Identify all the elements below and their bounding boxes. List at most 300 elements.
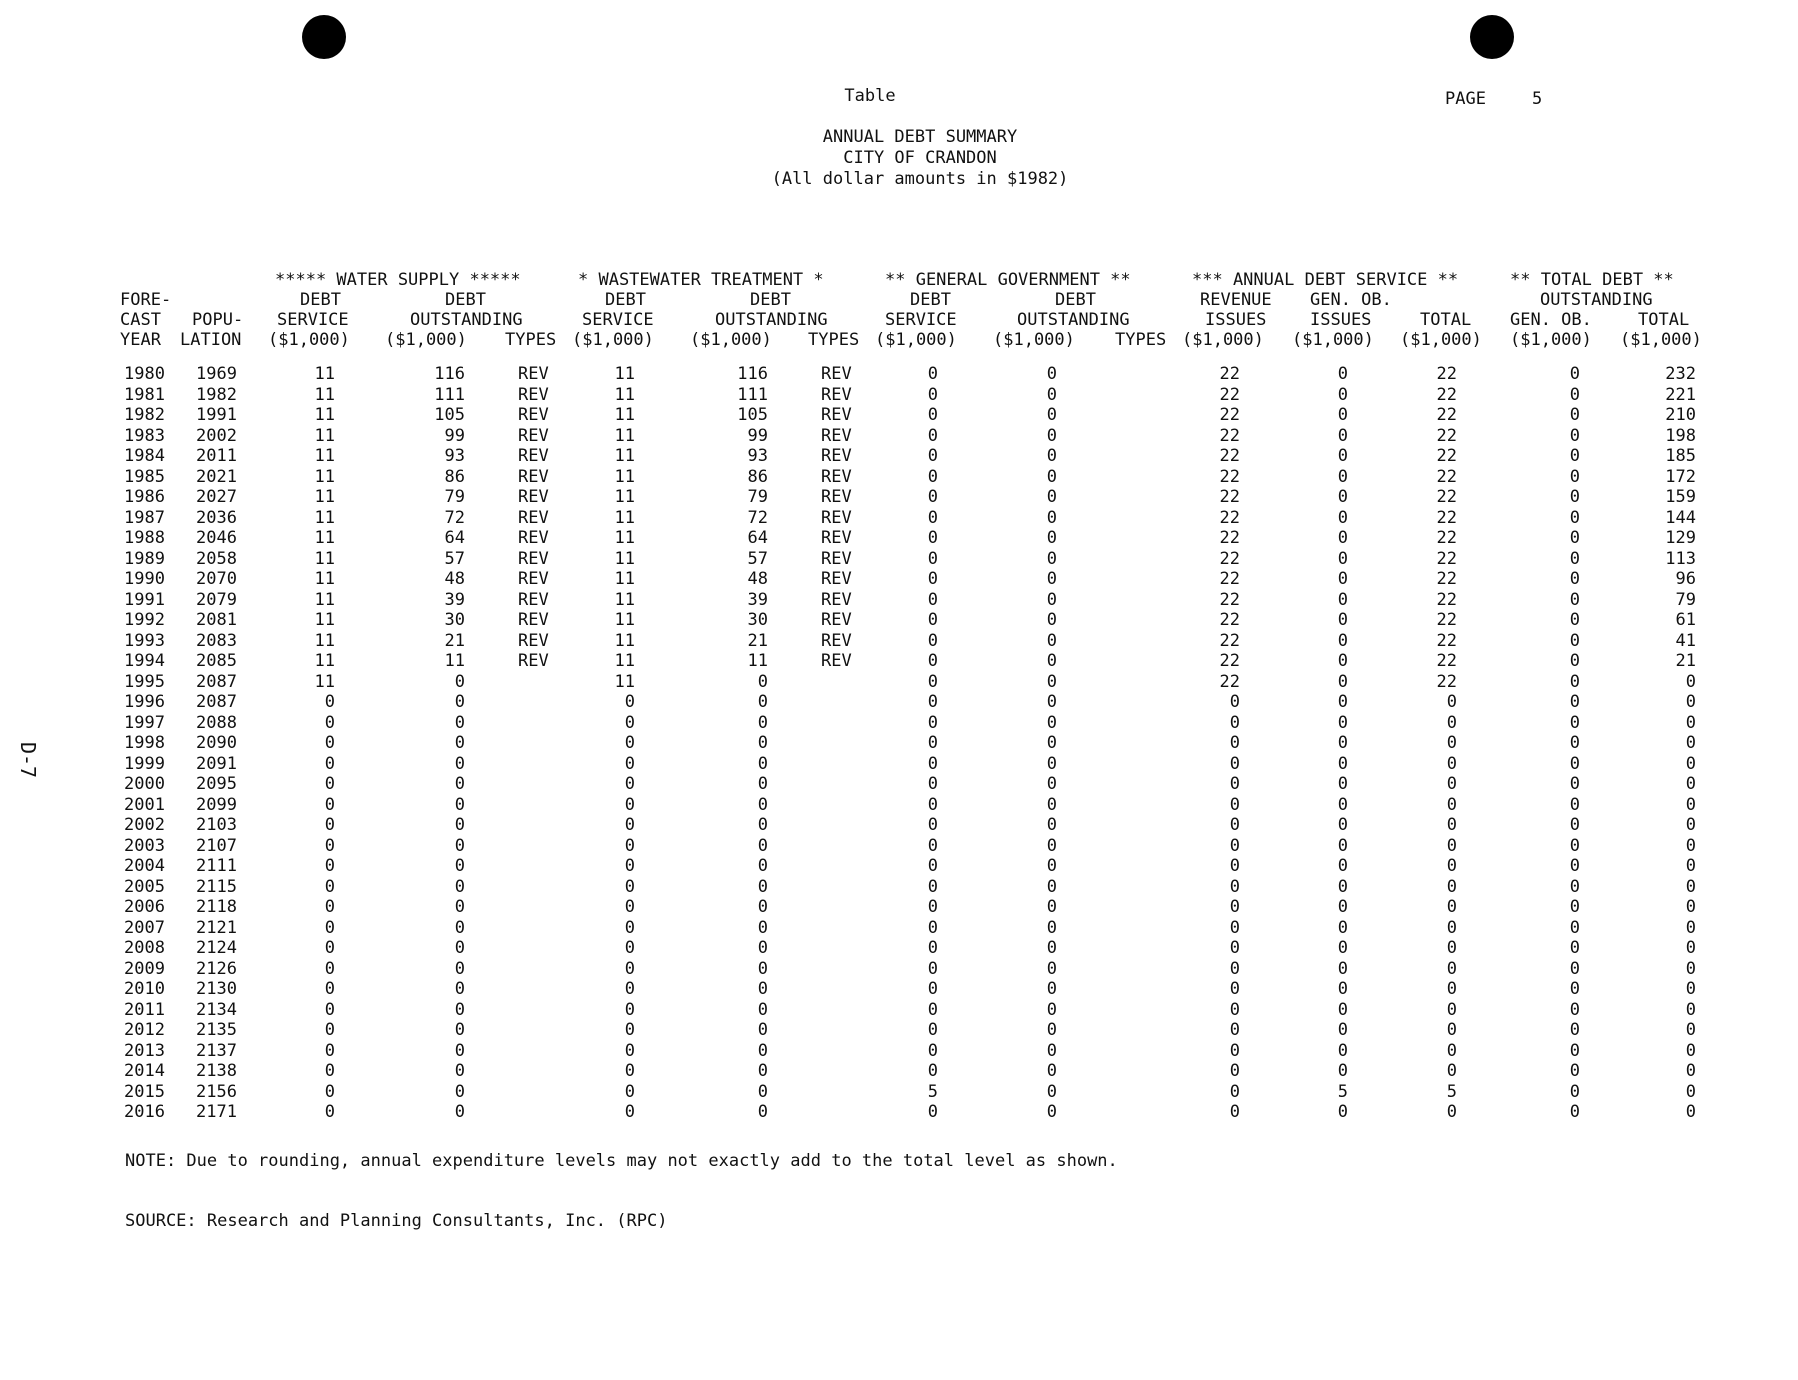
- cell-total-genob: 0: [1569, 487, 1580, 507]
- cell-population: 2156: [196, 1081, 237, 1102]
- cell-population: 2107: [196, 835, 237, 856]
- cell-ww-types: REV: [821, 651, 852, 671]
- cell-gg-debt-outstanding: 0: [1046, 794, 1057, 815]
- cell-ws-debt-outstanding: 30: [444, 610, 465, 630]
- cell-year: 1980: [124, 364, 165, 384]
- cell-total-outstanding: 185: [1665, 446, 1696, 466]
- header-td-total: TOTAL: [1638, 310, 1690, 330]
- cell-revenue-issues: 0: [1229, 1081, 1240, 1102]
- cell-ww-debt-outstanding: 0: [757, 733, 768, 753]
- cell-gg-debt-outstanding: 0: [1046, 1040, 1057, 1061]
- cell-ws-types: REV: [518, 466, 549, 487]
- cell-annual-total: 0: [1446, 1040, 1457, 1061]
- cell-gg-debt-outstanding: 0: [1046, 548, 1057, 569]
- header-ww-service: SERVICE: [582, 310, 654, 330]
- table-label: Table: [844, 86, 896, 106]
- cell-gg-debt-outstanding: 0: [1046, 979, 1057, 999]
- cell-ww-debt-outstanding: 99: [747, 425, 768, 446]
- cell-total-outstanding: 0: [1685, 1102, 1696, 1122]
- cell-ws-debt-service: 11: [314, 651, 335, 671]
- cell-revenue-issues: 22: [1219, 425, 1240, 446]
- cell-genob-issues: 0: [1337, 589, 1348, 610]
- binder-hole-left: [302, 15, 346, 59]
- cell-ww-debt-outstanding: 0: [757, 876, 768, 897]
- cell-ws-debt-outstanding: 0: [454, 917, 465, 938]
- cell-genob-issues: 0: [1337, 364, 1348, 384]
- cell-annual-total: 22: [1436, 384, 1457, 405]
- cell-genob-issues: 0: [1337, 733, 1348, 753]
- header-ww-outstanding: OUTSTANDING: [715, 310, 828, 330]
- cell-ww-debt-outstanding: 11: [747, 651, 768, 671]
- cell-ws-debt-service: 11: [314, 610, 335, 630]
- header-lation: LATION: [180, 330, 242, 350]
- cell-ws-debt-outstanding: 99: [444, 425, 465, 446]
- cell-annual-total: 0: [1446, 733, 1457, 753]
- cell-revenue-issues: 0: [1229, 815, 1240, 835]
- cell-year: 2007: [124, 917, 165, 938]
- cell-gg-debt-service: 0: [927, 487, 938, 507]
- cell-ws-debt-outstanding: 0: [454, 794, 465, 815]
- group-header-wastewater: * WASTEWATER TREATMENT *: [578, 270, 824, 290]
- cell-total-outstanding: 144: [1665, 507, 1696, 528]
- cell-ws-debt-service: 0: [324, 917, 335, 938]
- cell-ws-debt-outstanding: 0: [454, 876, 465, 897]
- cell-ws-debt-outstanding: 21: [444, 630, 465, 651]
- cell-ws-types: REV: [518, 548, 549, 569]
- cell-population: 2091: [196, 753, 237, 774]
- cell-revenue-issues: 0: [1229, 753, 1240, 774]
- cell-gg-debt-service: 0: [927, 548, 938, 569]
- cell-total-genob: 0: [1569, 1020, 1580, 1040]
- cell-total-genob: 0: [1569, 1102, 1580, 1122]
- table-row: [120, 549, 1720, 570]
- cell-ws-debt-outstanding: 93: [444, 446, 465, 466]
- cell-annual-total: 0: [1446, 897, 1457, 917]
- table-row: [120, 528, 1720, 549]
- cell-total-outstanding: 0: [1685, 671, 1696, 692]
- cell-ww-types: REV: [821, 528, 852, 548]
- header-outstanding: OUTSTANDING: [1540, 290, 1653, 310]
- table-row: [120, 487, 1720, 508]
- cell-ws-debt-service: 0: [324, 815, 335, 835]
- cell-ww-debt-outstanding: 0: [757, 958, 768, 979]
- cell-ws-debt-service: 11: [314, 466, 335, 487]
- binder-hole-right: [1470, 15, 1514, 59]
- cell-revenue-issues: 0: [1229, 1040, 1240, 1061]
- cell-gg-debt-service: 0: [927, 938, 938, 958]
- cell-gg-debt-service: 0: [927, 835, 938, 856]
- cell-gg-debt-outstanding: 0: [1046, 1081, 1057, 1102]
- cell-gg-debt-outstanding: 0: [1046, 630, 1057, 651]
- cell-total-genob: 0: [1569, 712, 1580, 733]
- cell-ww-debt-service: 0: [624, 815, 635, 835]
- cell-ww-debt-service: 0: [624, 917, 635, 938]
- header-gg-service: SERVICE: [885, 310, 957, 330]
- cell-ws-types: REV: [518, 610, 549, 630]
- cell-ws-debt-outstanding: 0: [454, 979, 465, 999]
- cell-total-genob: 0: [1569, 979, 1580, 999]
- cell-total-genob: 0: [1569, 446, 1580, 466]
- cell-ww-debt-service: 0: [624, 1102, 635, 1122]
- cell-ww-types: REV: [821, 610, 852, 630]
- header-unit-3: ($1,000): [572, 330, 654, 350]
- cell-gg-debt-service: 0: [927, 856, 938, 876]
- cell-gg-debt-service: 0: [927, 999, 938, 1020]
- cell-ws-debt-service: 0: [324, 938, 335, 958]
- cell-population: 2083: [196, 630, 237, 651]
- cell-annual-total: 22: [1436, 507, 1457, 528]
- cell-ws-debt-outstanding: 79: [444, 487, 465, 507]
- cell-gg-debt-outstanding: 0: [1046, 384, 1057, 405]
- table-row: [120, 713, 1720, 734]
- cell-ws-types: REV: [518, 630, 549, 651]
- cell-gg-debt-service: 0: [927, 630, 938, 651]
- cell-population: 2021: [196, 466, 237, 487]
- cell-gg-debt-outstanding: 0: [1046, 876, 1057, 897]
- cell-total-outstanding: 41: [1675, 630, 1696, 651]
- cell-year: 2005: [124, 876, 165, 897]
- cell-ww-debt-service: 11: [614, 569, 635, 589]
- cell-year: 2015: [124, 1081, 165, 1102]
- cell-population: 1969: [196, 364, 237, 384]
- cell-total-outstanding: 210: [1665, 405, 1696, 425]
- cell-annual-total: 22: [1436, 364, 1457, 384]
- cell-annual-total: 0: [1446, 856, 1457, 876]
- cell-genob-issues: 0: [1337, 384, 1348, 405]
- cell-total-genob: 0: [1569, 938, 1580, 958]
- cell-revenue-issues: 22: [1219, 651, 1240, 671]
- cell-year: 1991: [124, 589, 165, 610]
- cell-ws-types: REV: [518, 569, 549, 589]
- cell-ws-debt-outstanding: 0: [454, 774, 465, 794]
- cell-ww-debt-outstanding: 0: [757, 999, 768, 1020]
- cell-total-genob: 0: [1569, 466, 1580, 487]
- cell-total-outstanding: 0: [1685, 958, 1696, 979]
- cell-total-outstanding: 0: [1685, 774, 1696, 794]
- cell-total-outstanding: 0: [1685, 794, 1696, 815]
- cell-ws-debt-outstanding: 0: [454, 1020, 465, 1040]
- table-row: [120, 692, 1720, 713]
- cell-gg-debt-outstanding: 0: [1046, 528, 1057, 548]
- cell-ws-types: REV: [518, 507, 549, 528]
- cell-annual-total: 0: [1446, 979, 1457, 999]
- cell-ws-types: REV: [518, 384, 549, 405]
- header-unit-10: ($1,000): [1510, 330, 1592, 350]
- cell-genob-issues: 0: [1337, 425, 1348, 446]
- table-row: [120, 610, 1720, 631]
- cell-ww-debt-outstanding: 0: [757, 1081, 768, 1102]
- cell-gg-debt-outstanding: 0: [1046, 487, 1057, 507]
- header-unit-7: ($1,000): [1182, 330, 1264, 350]
- header-gg-debt-service: DEBT: [910, 290, 951, 310]
- cell-year: 1987: [124, 507, 165, 528]
- cell-revenue-issues: 22: [1219, 671, 1240, 692]
- table-row: [120, 815, 1720, 836]
- cell-revenue-issues: 0: [1229, 979, 1240, 999]
- cell-ws-debt-service: 11: [314, 446, 335, 466]
- cell-ws-debt-service: 11: [314, 364, 335, 384]
- table-row: [120, 877, 1720, 898]
- cell-ww-debt-outstanding: 0: [757, 1020, 768, 1040]
- table-row: [120, 364, 1720, 385]
- cell-ws-debt-outstanding: 48: [444, 569, 465, 589]
- cell-ww-debt-outstanding: 79: [747, 487, 768, 507]
- cell-year: 1994: [124, 651, 165, 671]
- cell-annual-total: 0: [1446, 835, 1457, 856]
- cell-revenue-issues: 22: [1219, 569, 1240, 589]
- cell-population: 2138: [196, 1061, 237, 1081]
- cell-total-genob: 0: [1569, 999, 1580, 1020]
- table-row: [120, 795, 1720, 816]
- cell-total-genob: 0: [1569, 364, 1580, 384]
- cell-revenue-issues: 0: [1229, 1102, 1240, 1122]
- cell-revenue-issues: 0: [1229, 1020, 1240, 1040]
- cell-ww-debt-service: 0: [624, 733, 635, 753]
- header-revenue: REVENUE: [1200, 290, 1272, 310]
- cell-total-genob: 0: [1569, 876, 1580, 897]
- table-row: [120, 856, 1720, 877]
- cell-year: 1997: [124, 712, 165, 733]
- table-row: [120, 1041, 1720, 1062]
- cell-population: 2036: [196, 507, 237, 528]
- table-row: [120, 385, 1720, 406]
- cell-total-outstanding: 198: [1665, 425, 1696, 446]
- cell-gg-debt-service: 0: [927, 815, 938, 835]
- table-row: [120, 508, 1720, 529]
- cell-ws-debt-outstanding: 0: [454, 1081, 465, 1102]
- cell-ww-debt-outstanding: 0: [757, 815, 768, 835]
- cell-ww-debt-service: 0: [624, 1061, 635, 1081]
- cell-ww-debt-service: 11: [614, 589, 635, 610]
- cell-ww-debt-outstanding: 0: [757, 917, 768, 938]
- cell-genob-issues: 5: [1337, 1081, 1348, 1102]
- table-row: [120, 959, 1720, 980]
- source-note: SOURCE: Research and Planning Consultants, Inc. (RPC): [125, 1211, 668, 1231]
- cell-revenue-issues: 22: [1219, 630, 1240, 651]
- header-types-1: TYPES: [505, 330, 557, 350]
- cell-total-genob: 0: [1569, 384, 1580, 405]
- cell-ww-debt-outstanding: 0: [757, 1040, 768, 1061]
- cell-genob-issues: 0: [1337, 856, 1348, 876]
- cell-ww-debt-service: 0: [624, 1020, 635, 1040]
- cell-ws-debt-service: 0: [324, 692, 335, 712]
- cell-population: 2135: [196, 1020, 237, 1040]
- cell-annual-total: 22: [1436, 671, 1457, 692]
- table-row: [120, 897, 1720, 918]
- table-row: [120, 405, 1720, 426]
- cell-revenue-issues: 0: [1229, 856, 1240, 876]
- cell-ws-debt-service: 0: [324, 979, 335, 999]
- header-ws-service: SERVICE: [277, 310, 349, 330]
- cell-total-outstanding: 0: [1685, 733, 1696, 753]
- table-row: [120, 1061, 1720, 1082]
- cell-population: 2171: [196, 1102, 237, 1122]
- cell-gg-debt-service: 0: [927, 794, 938, 815]
- cell-ww-debt-service: 0: [624, 774, 635, 794]
- cell-ws-debt-outstanding: 0: [454, 999, 465, 1020]
- cell-ww-types: REV: [821, 364, 852, 384]
- cell-ww-debt-service: 11: [614, 425, 635, 446]
- cell-ws-debt-service: 0: [324, 712, 335, 733]
- table-row: [120, 1082, 1720, 1103]
- cell-ww-debt-outstanding: 72: [747, 507, 768, 528]
- header-unit-11: ($1,000): [1620, 330, 1702, 350]
- cell-gg-debt-outstanding: 0: [1046, 1020, 1057, 1040]
- header-unit-8: ($1,000): [1292, 330, 1374, 350]
- cell-genob-issues: 0: [1337, 1040, 1348, 1061]
- cell-ww-debt-outstanding: 0: [757, 1102, 768, 1122]
- cell-gg-debt-outstanding: 0: [1046, 671, 1057, 692]
- cell-revenue-issues: 0: [1229, 835, 1240, 856]
- cell-ww-debt-outstanding: 39: [747, 589, 768, 610]
- cell-revenue-issues: 0: [1229, 897, 1240, 917]
- header-ads-total: TOTAL: [1420, 310, 1472, 330]
- cell-gg-debt-outstanding: 0: [1046, 835, 1057, 856]
- cell-revenue-issues: 22: [1219, 589, 1240, 610]
- cell-ww-debt-service: 0: [624, 897, 635, 917]
- cell-gg-debt-outstanding: 0: [1046, 692, 1057, 712]
- cell-year: 1999: [124, 753, 165, 774]
- cell-gg-debt-outstanding: 0: [1046, 1102, 1057, 1122]
- page-title: ANNUAL DEBT SUMMARY: [822, 127, 1018, 147]
- header-popu: POPU-: [192, 310, 244, 330]
- cell-ww-types: REV: [821, 548, 852, 569]
- cell-ww-types: REV: [821, 425, 852, 446]
- cell-ws-debt-outstanding: 0: [454, 815, 465, 835]
- cell-total-outstanding: 96: [1675, 569, 1696, 589]
- cell-population: 2115: [196, 876, 237, 897]
- cell-genob-issues: 0: [1337, 835, 1348, 856]
- cell-annual-total: 0: [1446, 753, 1457, 774]
- page-number: 5: [1532, 89, 1543, 109]
- cell-ws-debt-service: 0: [324, 1040, 335, 1061]
- cell-ws-debt-outstanding: 0: [454, 1040, 465, 1061]
- cell-total-genob: 0: [1569, 610, 1580, 630]
- cell-revenue-issues: 0: [1229, 938, 1240, 958]
- cell-ww-debt-service: 0: [624, 712, 635, 733]
- table-row: [120, 979, 1720, 1000]
- cell-revenue-issues: 22: [1219, 446, 1240, 466]
- cell-gg-debt-service: 0: [927, 405, 938, 425]
- cell-year: 1985: [124, 466, 165, 487]
- cell-gg-debt-outstanding: 0: [1046, 405, 1057, 425]
- table-row: [120, 774, 1720, 795]
- cell-annual-total: 22: [1436, 569, 1457, 589]
- cell-total-genob: 0: [1569, 815, 1580, 835]
- cell-genob-issues: 0: [1337, 446, 1348, 466]
- cell-annual-total: 0: [1446, 958, 1457, 979]
- cell-gg-debt-outstanding: 0: [1046, 774, 1057, 794]
- header-year: YEAR: [120, 330, 161, 350]
- cell-total-outstanding: 0: [1685, 1040, 1696, 1061]
- cell-ww-types: REV: [821, 569, 852, 589]
- cell-ww-debt-outstanding: 86: [747, 466, 768, 487]
- header-ww-debt-service: DEBT: [605, 290, 646, 310]
- cell-ws-debt-service: 0: [324, 876, 335, 897]
- cell-year: 2010: [124, 979, 165, 999]
- header-fore: FORE-: [120, 290, 172, 310]
- cell-genob-issues: 0: [1337, 466, 1348, 487]
- cell-gg-debt-outstanding: 0: [1046, 856, 1057, 876]
- cell-total-outstanding: 0: [1685, 835, 1696, 856]
- cell-ws-types: REV: [518, 364, 549, 384]
- cell-ws-debt-service: 11: [314, 528, 335, 548]
- cell-annual-total: 5: [1446, 1081, 1457, 1102]
- cell-ws-debt-outstanding: 0: [454, 1102, 465, 1122]
- cell-total-outstanding: 0: [1685, 1020, 1696, 1040]
- cell-ws-debt-service: 0: [324, 1020, 335, 1040]
- cell-ws-debt-outstanding: 72: [444, 507, 465, 528]
- cell-revenue-issues: 22: [1219, 466, 1240, 487]
- cell-ww-debt-outstanding: 48: [747, 569, 768, 589]
- cell-gg-debt-service: 0: [927, 1040, 938, 1061]
- cell-annual-total: 22: [1436, 425, 1457, 446]
- cell-total-genob: 0: [1569, 835, 1580, 856]
- cell-ws-debt-service: 0: [324, 856, 335, 876]
- cell-annual-total: 0: [1446, 794, 1457, 815]
- cell-ws-debt-service: 11: [314, 548, 335, 569]
- cell-population: 1991: [196, 405, 237, 425]
- cell-gg-debt-outstanding: 0: [1046, 815, 1057, 835]
- table-row: [120, 733, 1720, 754]
- cell-ww-debt-outstanding: 0: [757, 856, 768, 876]
- cell-ws-debt-service: 11: [314, 589, 335, 610]
- header-row-4: [120, 330, 1720, 350]
- cell-total-genob: 0: [1569, 794, 1580, 815]
- cell-ww-debt-outstanding: 30: [747, 610, 768, 630]
- cell-year: 2016: [124, 1102, 165, 1122]
- cell-year: 1990: [124, 569, 165, 589]
- cell-total-genob: 0: [1569, 774, 1580, 794]
- group-header-water-supply: ***** WATER SUPPLY *****: [275, 270, 521, 290]
- cell-annual-total: 0: [1446, 712, 1457, 733]
- cell-ww-debt-outstanding: 0: [757, 774, 768, 794]
- cell-revenue-issues: 22: [1219, 405, 1240, 425]
- cell-genob-issues: 0: [1337, 917, 1348, 938]
- cell-genob-issues: 0: [1337, 999, 1348, 1020]
- cell-year: 1988: [124, 528, 165, 548]
- cell-genob-issues: 0: [1337, 979, 1348, 999]
- cell-ww-debt-outstanding: 0: [757, 753, 768, 774]
- cell-ww-debt-service: 0: [624, 1040, 635, 1061]
- cell-genob-issues: 0: [1337, 897, 1348, 917]
- table-row: [120, 1000, 1720, 1021]
- cell-year: 2002: [124, 815, 165, 835]
- cell-gg-debt-outstanding: 0: [1046, 712, 1057, 733]
- table-row: [120, 467, 1720, 488]
- cell-gg-debt-service: 0: [927, 917, 938, 938]
- cell-ws-debt-outstanding: 0: [454, 958, 465, 979]
- cell-revenue-issues: 0: [1229, 712, 1240, 733]
- cell-ww-debt-service: 0: [624, 1081, 635, 1102]
- header-unit-9: ($1,000): [1400, 330, 1482, 350]
- cell-genob-issues: 0: [1337, 507, 1348, 528]
- cell-genob-issues: 0: [1337, 1061, 1348, 1081]
- cell-total-genob: 0: [1569, 897, 1580, 917]
- header-gg-outstanding: OUTSTANDING: [1017, 310, 1130, 330]
- table-row: [120, 590, 1720, 611]
- cell-ws-types: REV: [518, 589, 549, 610]
- cell-population: 2079: [196, 589, 237, 610]
- group-header-total-debt: ** TOTAL DEBT **: [1510, 270, 1674, 290]
- header-cast: CAST: [120, 310, 161, 330]
- cell-annual-total: 0: [1446, 1061, 1457, 1081]
- cell-ws-debt-outstanding: 0: [454, 856, 465, 876]
- cell-ww-debt-outstanding: 0: [757, 979, 768, 999]
- cell-revenue-issues: 22: [1219, 610, 1240, 630]
- cell-total-genob: 0: [1569, 856, 1580, 876]
- cell-gg-debt-service: 0: [927, 569, 938, 589]
